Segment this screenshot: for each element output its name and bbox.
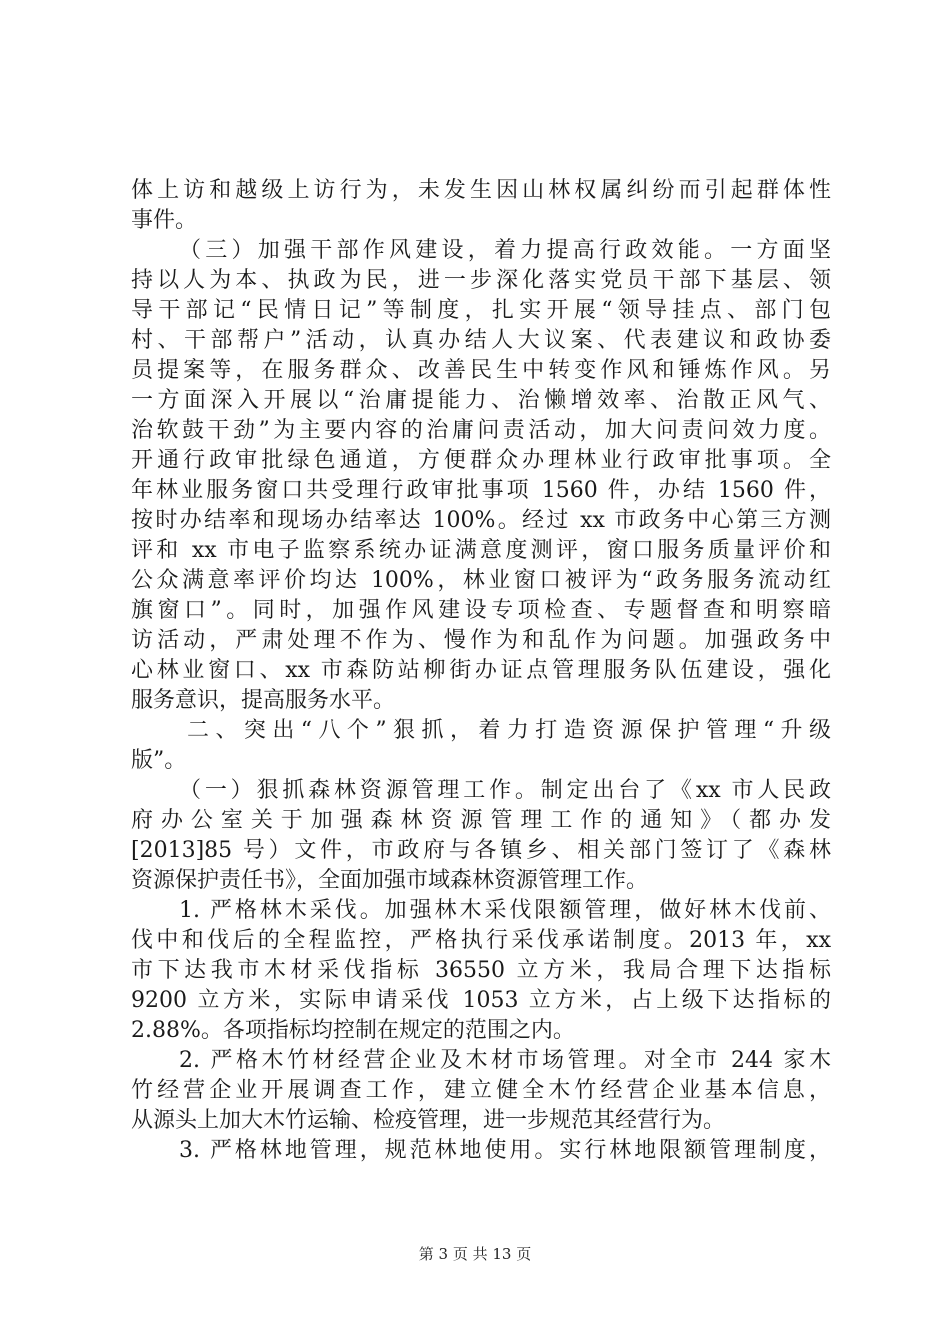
text-line: 访活动，严肃处理不作为、慢作为和乱作为问题。加强政务中 bbox=[131, 628, 831, 653]
text-line: 心林业窗口、xx 市森防站柳街办证点管理服务队伍建设，强化 bbox=[131, 658, 831, 683]
text-line: （三）加强干部作风建设，着力提高行政效能。一方面坚 bbox=[179, 238, 831, 263]
text-line: 市下达我市木材采伐指标 36550 立方米，我局合理下达指标 bbox=[131, 958, 831, 983]
text-line: 资源保护责任书》，全面加强市域森林资源管理工作。 bbox=[131, 868, 649, 893]
text-line: （一）狠抓森林资源管理工作。制定出台了《xx 市人民政 bbox=[179, 778, 831, 803]
text-line: [2013]85 号）文件，市政府与各镇乡、相关部门签订了《森林 bbox=[131, 838, 831, 863]
text-line: 3. 严格林地管理，规范林地使用。实行林地限额管理制度， bbox=[179, 1138, 831, 1163]
text-line: 服务意识，提高服务水平。 bbox=[131, 688, 396, 713]
text-line: 事件。 bbox=[131, 208, 198, 233]
text-line: 竹经营企业开展调查工作，建立健全木竹经营企业基本信息， bbox=[131, 1078, 831, 1103]
text-line: 评和 xx 市电子监察系统办证满意度测评，窗口服务质量评价和 bbox=[131, 538, 831, 563]
text-line: 一方面深入开展以“治庸提能力、治懒增效率、治散正风气、 bbox=[131, 388, 831, 413]
text-line: 伐中和伐后的全程监控，严格执行采伐承诺制度。2013 年，xx bbox=[131, 928, 831, 953]
text-line: 9200 立方米，实际申请采伐 1053 立方米，占上级下达指标的 bbox=[131, 988, 831, 1013]
text-line: 1. 严格林木采伐。加强林木采伐限额管理，做好林木伐前、 bbox=[179, 898, 831, 923]
text-line: 治软鼓干劲”为主要内容的治庸问责活动，加大问责问效力度。 bbox=[131, 418, 831, 443]
text-line: 体上访和越级上访行为，未发生因山林权属纠纷而引起群体性 bbox=[131, 178, 831, 203]
text-line: 版”。 bbox=[131, 748, 187, 773]
text-line: 年林业服务窗口共受理行政审批事项 1560 件，办结 1560 件， bbox=[131, 478, 831, 503]
text-line: 2. 严格木竹材经营企业及木材市场管理。对全市 244 家木 bbox=[179, 1048, 831, 1073]
text-line: 府办公室关于加强森林资源管理工作的通知》（都办发 bbox=[131, 808, 831, 833]
text-line: 旗窗口”。同时，加强作风建设专项检查、专题督查和明察暗 bbox=[131, 598, 831, 623]
text-line: 持以人为本、执政为民，进一步深化落实党员干部下基层、领 bbox=[131, 268, 831, 293]
text-line: 二、突出“八个”狠抓，着力打造资源保护管理“升级 bbox=[187, 718, 831, 743]
text-line: 按时办结率和现场办结率达 100%。经过 xx 市政务中心第三方测 bbox=[131, 508, 831, 533]
text-line: 公众满意率评价均达 100%，林业窗口被评为“政务服务流动红 bbox=[131, 568, 831, 593]
document-body bbox=[131, 176, 831, 1166]
text-line: 开通行政审批绿色通道，方便群众办理林业行政审批事项。全 bbox=[131, 448, 831, 473]
page-footer: 第 3 页 共 13 页 bbox=[418, 1245, 532, 1263]
text-line: 员提案等，在服务群众、改善民生中转变作风和锤炼作风。另 bbox=[131, 358, 831, 383]
text-line: 从源头上加大木竹运输、检疫管理，进一步规范其经营行为。 bbox=[131, 1108, 726, 1133]
text-line: 2.88%。各项指标均控制在规定的范围之内。 bbox=[131, 1018, 575, 1043]
text-line: 导干部记“民情日记”等制度，扎实开展“领导挂点、部门包 bbox=[131, 298, 831, 323]
text-line: 村、干部帮户”活动，认真办结人大议案、代表建议和政协委 bbox=[131, 328, 831, 353]
